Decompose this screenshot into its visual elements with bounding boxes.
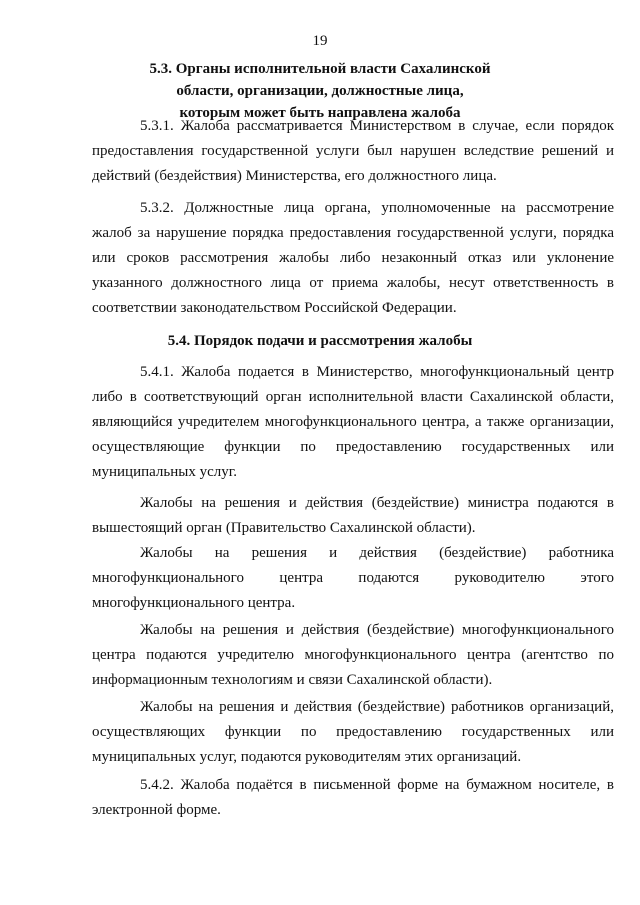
heading-line: которым может быть направлена жалоба xyxy=(179,105,461,121)
paragraph-5-4-1: 5.4.1. Жалоба подается в Министерство, многофункциональный центр либо в соответствующий орган исполнительной власти Сахалинской области, являющийся учредителем многофункционального центра, а также организации, осуществляющие функции по предоставлению государственных или муниципальных услуг. xyxy=(92,364,614,480)
heading-line: 5.3. Органы исполнительной власти Сахалинской xyxy=(149,61,491,77)
paragraph-minister-complaints: Жалобы на решения и действия (бездействие) министра подаются в вышестоящий орган (Правительство Сахалинской области). xyxy=(92,495,614,536)
paragraph-5-3-2: 5.3.2. Должностные лица органа, уполномоченные на рассмотрение жалоб за нарушение порядка предоставления государственной услуги, порядка или сроков рассмотрения жалобы либо незаконный отказ или уклонение указанного должностного лица от приема жалобы, несут ответственность в соответствии законодательством Российской Федерации. xyxy=(92,200,614,316)
heading-line: области, организации, должностные лица, xyxy=(176,83,464,99)
section-heading-5-4: 5.4. Порядок подачи и рассмотрения жалобы xyxy=(167,333,473,349)
paragraph-mfc-complaints: Жалобы на решения и действия (бездействие) многофункционального центра подаются учредителю многофункционального центра (агентство по информационным технологиям и связи Сахалинской области). xyxy=(92,622,614,688)
paragraph-mfc-worker-complaints: Жалобы на решения и действия (бездействие) работника многофункционального центра подаются руководителю этого многофункционального центра. xyxy=(92,545,614,611)
page-number: 19 xyxy=(312,33,328,49)
paragraph-5-4-2: 5.4.2. Жалоба подаётся в письменной форме на бумажном носителе, в электронной форме. xyxy=(92,777,614,818)
paragraph-organizations-complaints: Жалобы на решения и действия (бездействие) работников организаций, осуществляющих функции по предоставлению государственных или муниципальных услуг, подаются руководителям этих организаций. xyxy=(92,699,614,765)
paragraph-5-3-1: 5.3.1. Жалоба рассматривается Министерством в случае, если порядок предоставления государственной услуги был нарушен вследствие решений и действий (бездействия) Министерства, его должностного лица. xyxy=(92,118,614,184)
